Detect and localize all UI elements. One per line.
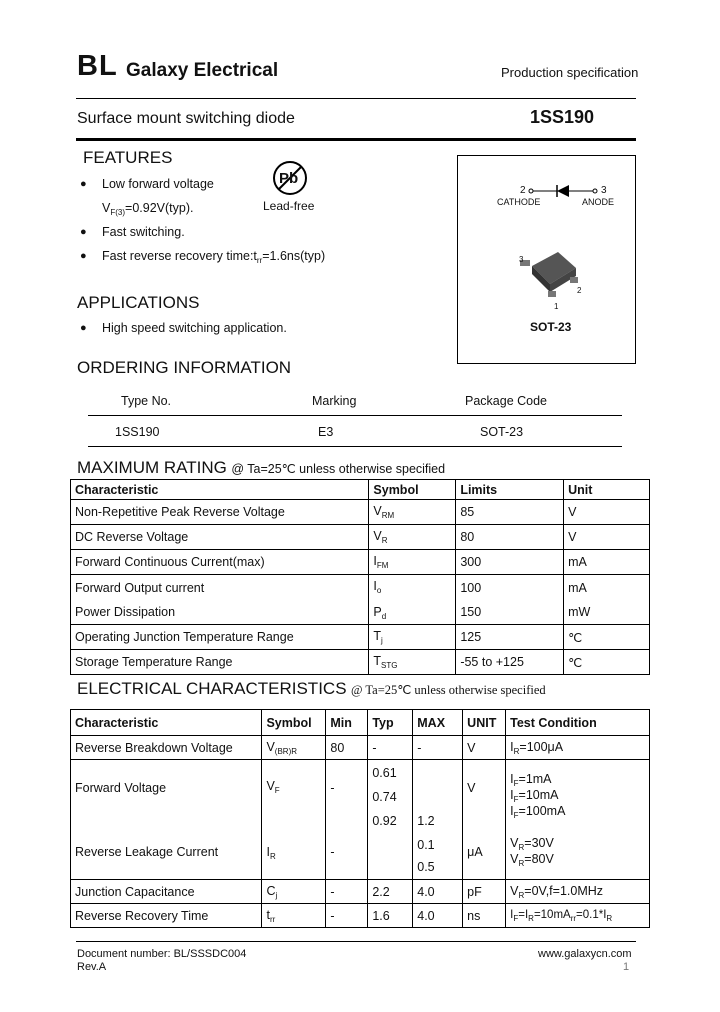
table-header-row bbox=[71, 480, 650, 500]
cell-max: 4.0 bbox=[413, 904, 463, 928]
max-rating-condition: @ Ta=25℃ unless otherwise specified bbox=[231, 462, 446, 476]
feature-item: Fast switching. bbox=[102, 225, 185, 239]
cell-characteristic: Reverse Recovery Time bbox=[71, 904, 262, 928]
cell-unit: V bbox=[564, 500, 650, 525]
spec-label: Production specification bbox=[501, 65, 639, 80]
cell-unit: mA mW bbox=[564, 575, 650, 625]
ordering-rule bbox=[88, 446, 622, 447]
cell-characteristic: Forward Continuous Current(max) bbox=[71, 550, 369, 575]
page-number: 1 bbox=[623, 961, 630, 973]
electrical-heading bbox=[77, 679, 546, 699]
table-row bbox=[71, 904, 650, 928]
cell-symbol: $V_{(BR)R}$ bbox=[262, 736, 326, 760]
cell-min: 80 bbox=[326, 736, 368, 760]
cell-symbol: $V_{RM}$ bbox=[369, 500, 456, 525]
header-cell: Typ bbox=[368, 710, 413, 736]
diode-symbol-icon bbox=[528, 184, 598, 198]
cell-characteristic: Forward Output current Power Dissipation bbox=[71, 575, 369, 625]
cell-limit: 300 bbox=[456, 550, 564, 575]
cell-limit: 125 bbox=[456, 625, 564, 650]
cell-unit: mA bbox=[564, 550, 650, 575]
cell-max: - bbox=[413, 736, 463, 760]
company-name: Galaxy Electrical bbox=[126, 60, 279, 81]
header-cell: Test Condition bbox=[506, 710, 650, 736]
package-name: SOT-23 bbox=[530, 320, 572, 334]
cell-symbol: $I_{FM}$ bbox=[369, 550, 456, 575]
cell-symbol: $T_j$ bbox=[369, 625, 456, 650]
brand-logo: BL bbox=[77, 50, 118, 82]
features-title: FEATURES bbox=[83, 148, 173, 167]
table-row bbox=[71, 650, 650, 675]
cell-symbol: $t_{rr}$ bbox=[262, 904, 326, 928]
cell-limit: -55 to +125 bbox=[456, 650, 564, 675]
cell-unit: ℃ bbox=[564, 650, 650, 675]
max-rating-title: MAXIMUM RATING bbox=[77, 458, 227, 477]
table-row bbox=[71, 525, 650, 550]
lead-free-icon bbox=[272, 160, 308, 196]
table-row bbox=[71, 550, 650, 575]
header-cell: Characteristic bbox=[71, 480, 369, 500]
cell-typ: 2.2 bbox=[368, 880, 413, 904]
cell-unit: V bbox=[463, 736, 506, 760]
header-cell: Unit bbox=[564, 480, 650, 500]
electrical-title: ELECTRICAL CHARACTERISTICS bbox=[77, 679, 347, 698]
table-row bbox=[71, 880, 650, 904]
cell-symbol: $V_R$ bbox=[369, 525, 456, 550]
ordering-rule bbox=[88, 415, 622, 416]
revision: Rev.A bbox=[77, 961, 107, 973]
cell-unit: V μA bbox=[463, 760, 506, 880]
ordering-header-package: Package Code bbox=[465, 394, 548, 408]
bullet-icon: ● bbox=[80, 250, 87, 262]
cell-limit: 80 bbox=[456, 525, 564, 550]
cell-min: - bbox=[326, 904, 368, 928]
bullet-icon: ● bbox=[80, 226, 87, 238]
cell-typ: 0.61 0.74 0.92 bbox=[368, 760, 413, 880]
ordering-cell-type: 1SS190 bbox=[115, 425, 160, 439]
applications-title: APPLICATIONS bbox=[77, 293, 200, 312]
ordering-cell-package: SOT-23 bbox=[480, 425, 524, 439]
cell-symbol: $C_j$ bbox=[262, 880, 326, 904]
package-box bbox=[457, 155, 636, 364]
header-cell: UNIT bbox=[463, 710, 506, 736]
body-pin2-label: 2 bbox=[577, 286, 582, 295]
cell-max: 4.0 bbox=[413, 880, 463, 904]
cell-unit: V bbox=[564, 525, 650, 550]
bullet-icon: ● bbox=[80, 322, 87, 334]
header-cell: Symbol bbox=[369, 480, 456, 500]
pin3-label: 3 bbox=[601, 185, 607, 196]
cathode-label: CATHODE bbox=[497, 197, 541, 207]
header-rule bbox=[76, 98, 636, 99]
cell-unit: pF bbox=[463, 880, 506, 904]
subtitle-rule bbox=[76, 138, 636, 141]
cell-limit: 85 bbox=[456, 500, 564, 525]
feature-item: Low forward voltage bbox=[102, 177, 214, 191]
document-number: Document number: BL/SSSDC004 bbox=[77, 948, 247, 960]
anode-label: ANODE bbox=[582, 197, 615, 207]
header-cell: MAX bbox=[413, 710, 463, 736]
cell-condition: $V_R=0V,f=1.0MHz$ bbox=[506, 880, 650, 904]
table-row bbox=[71, 625, 650, 650]
footer-rule bbox=[76, 941, 636, 942]
header-cell: Symbol bbox=[262, 710, 326, 736]
doc-subtitle: Surface mount switching diode bbox=[77, 110, 295, 127]
cell-symbol: $I_o$ $P_d$ bbox=[369, 575, 456, 625]
lead-free-caption: Lead-free bbox=[263, 199, 315, 213]
part-number: 1SS190 bbox=[530, 107, 595, 127]
cell-characteristic: Junction Capacitance bbox=[71, 880, 262, 904]
bullet-icon: ● bbox=[80, 178, 87, 190]
cell-typ: 1.6 bbox=[368, 904, 413, 928]
cell-characteristic: Non-Repetitive Peak Reverse Voltage bbox=[71, 500, 369, 525]
electrical-condition: @ Ta=25℃ unless otherwise specified bbox=[350, 683, 546, 697]
ordering-header-marking: Marking bbox=[312, 394, 357, 408]
feature-item-vf: $V_{F(3)}=0.92V(typ)$. bbox=[102, 201, 194, 217]
cell-min: - - bbox=[326, 760, 368, 880]
header-cell: Min bbox=[326, 710, 368, 736]
cell-characteristic: Storage Temperature Range bbox=[71, 650, 369, 675]
ordering-title: ORDERING INFORMATION bbox=[77, 358, 292, 377]
header-cell: Limits bbox=[456, 480, 564, 500]
cell-characteristic: Reverse Breakdown Voltage bbox=[71, 736, 262, 760]
website-link[interactable]: www.galaxycn.com bbox=[538, 948, 632, 960]
cell-characteristic: DC Reverse Voltage bbox=[71, 525, 369, 550]
pin2-label: 2 bbox=[520, 185, 526, 196]
table-row bbox=[71, 500, 650, 525]
cell-characteristic: Operating Junction Temperature Range bbox=[71, 625, 369, 650]
electrical-table bbox=[70, 709, 650, 928]
cell-condition: $I_F=I_R=10mA_{rr}=0.1*I_R$ bbox=[506, 904, 650, 928]
table-row bbox=[71, 736, 650, 760]
table-row bbox=[71, 760, 650, 880]
application-item: High speed switching application. bbox=[102, 321, 287, 335]
table-row bbox=[71, 575, 650, 625]
cell-characteristic: Forward Voltage Reverse Leakage Current bbox=[71, 760, 262, 880]
cell-limit: 100 150 bbox=[456, 575, 564, 625]
max-rating-heading bbox=[77, 458, 445, 478]
cell-typ: - bbox=[368, 736, 413, 760]
cell-min: - bbox=[326, 880, 368, 904]
table-header-row bbox=[71, 710, 650, 736]
cell-symbol: $T_{STG}$ bbox=[369, 650, 456, 675]
body-pin1-label: 1 bbox=[554, 302, 559, 311]
header-cell: Characteristic bbox=[71, 710, 262, 736]
pb-label: Pb bbox=[279, 170, 299, 187]
ordering-header-type: Type No. bbox=[121, 394, 172, 408]
cell-unit: ns bbox=[463, 904, 506, 928]
cell-symbol: $V_F$ $I_R$ bbox=[262, 760, 326, 880]
body-pin3-label: 3 bbox=[519, 255, 524, 264]
max-rating-table bbox=[70, 479, 650, 675]
feature-item-trr: Fast reverse recovery $time:t_{rr}=1.6ns(typ)$ bbox=[102, 249, 326, 265]
cell-unit: ℃ bbox=[564, 625, 650, 650]
cell-max: 1.2 0.1 0.5 bbox=[413, 760, 463, 880]
ordering-cell-marking: E3 bbox=[318, 425, 334, 439]
cell-condition: $I_F=1mA$ $I_F=10mA$ $I_F=100mA$ $V_R=30V$ $V_R=80V$ bbox=[506, 760, 650, 880]
cell-condition: $I_R=100\mu A$ bbox=[506, 736, 650, 760]
